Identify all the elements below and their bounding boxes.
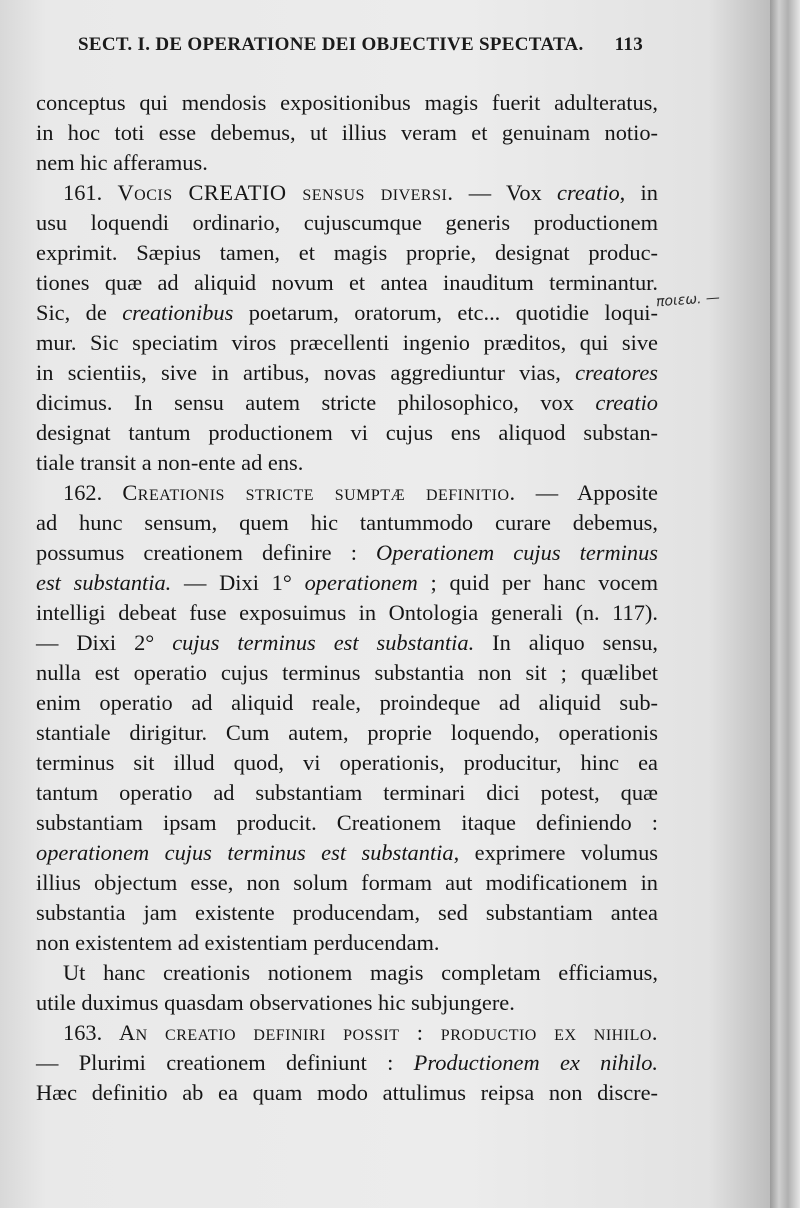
line-text: In aliquo sensu, — [474, 630, 659, 655]
italic-text: Productionem ex nihilo. — [413, 1050, 659, 1075]
line-text: tantum operatio ad substantiam terminari dici potest, quæ — [36, 780, 658, 805]
italic-text: operationem cujus terminus est substantia — [36, 840, 454, 865]
italic-text: est substantia. — [36, 570, 172, 595]
line-text: illius objectum esse, non solum formam aut modificationem in — [36, 870, 658, 895]
line-text: — Dixi 1° — [171, 570, 305, 595]
text-line — [36, 1048, 658, 1078]
text-line — [36, 988, 658, 1018]
line-text: — Apposite — [515, 480, 658, 505]
text-line — [36, 388, 658, 418]
text-line — [36, 898, 658, 928]
line-text: poetarum, oratorum, etc... quotidie loqui- — [233, 300, 658, 325]
line-text: tiones quæ ad aliquid novum et antea inauditum terminantur. — [36, 270, 658, 295]
italic-text: cujus terminus est substantia. — [172, 630, 475, 655]
text-line — [36, 658, 658, 688]
paragraph-number: 163. — [63, 1020, 103, 1045]
text-line — [36, 778, 658, 808]
line-text: tiale transit a non-ente ad ens. — [36, 450, 304, 475]
body-text — [36, 88, 658, 1108]
page-number: 113 — [614, 34, 643, 55]
line-text: terminus sit illud quod, vi operationis, producitur, hinc ea — [36, 750, 658, 775]
text-line — [36, 688, 658, 718]
line-text: stantiale dirigitur. Cum autem, proprie loquendo, operationis — [36, 720, 658, 745]
text-line — [36, 148, 658, 178]
text-line — [36, 748, 658, 778]
text-line — [36, 418, 658, 448]
italic-text: operationem — [304, 570, 418, 595]
running-header — [78, 34, 643, 56]
text-line — [36, 538, 658, 568]
italic-text: Operationem cujus terminus — [376, 540, 659, 565]
line-text: , exprimere volumus — [453, 840, 658, 865]
text-line — [36, 178, 658, 208]
text-line — [36, 328, 658, 358]
italic-text: creatores — [575, 360, 658, 385]
text-line — [36, 238, 658, 268]
italic-text: creationibus — [122, 300, 234, 325]
text-line — [36, 298, 658, 328]
line-text: — Dixi 2° — [36, 630, 173, 655]
line-text: in hoc toti esse debemus, ut illius veram et genuinam notio- — [36, 120, 658, 145]
line-text: possumus creationem definire : — [36, 540, 377, 565]
page-edge — [770, 0, 800, 1208]
text-line — [36, 1018, 658, 1048]
line-text: designat tantum productionem vi cujus ens aliquod substan- — [36, 420, 658, 445]
line-text: in scientiis, sive in artibus, novas aggrediuntur vias, — [36, 360, 576, 385]
section-heading: Creationis stricte sumptæ definitio. — [122, 480, 516, 505]
line-text: — Plurimi creationem definiunt : — [36, 1050, 414, 1075]
line-text: enim operatio ad aliquid reale, proindeque ad aliquid sub- — [36, 690, 658, 715]
text-line — [36, 598, 658, 628]
line-text: substantia jam existente producendam, sed substantiam antea — [36, 900, 658, 925]
text-line — [36, 448, 658, 478]
line-text: usu loquendi ordinario, cujuscumque generis productionem — [36, 210, 658, 235]
line-text: utile duximus quasdam observationes hic subjungere. — [36, 990, 515, 1015]
italic-text: creatio — [595, 390, 658, 415]
line-text: — Vox — [453, 180, 558, 205]
line-text: exprimit. Sæpius tamen, et magis proprie, designat produc- — [36, 240, 658, 265]
line-text: Hæc definitio ab ea quam modo attulimus reipsa non discre- — [36, 1080, 658, 1105]
line-text: conceptus qui mendosis expositionibus magis fuerit adulteratus, — [36, 90, 658, 115]
line-text: nem hic afferamus. — [36, 150, 208, 175]
text-line — [36, 508, 658, 538]
italic-text: creatio — [557, 180, 620, 205]
text-line — [36, 268, 658, 298]
line-text: intelligi debeat fuse exposuimus in Ontologia generali (n. 117). — [36, 600, 658, 625]
handwritten-margin-note: πoιεω. — — [655, 289, 721, 311]
text-line — [36, 208, 658, 238]
text-line — [36, 118, 658, 148]
header-title: SECT. I. DE OPERATIONE DEI OBJECTIVE SPECTATA. — [78, 34, 584, 55]
line-text: nulla est operatio cujus terminus substantia non sit ; quælibet — [36, 660, 658, 685]
text-line — [36, 628, 658, 658]
section-heading: An creatio definiri possit : productio ex nihilo. — [119, 1020, 658, 1045]
line-text: ad hunc sensum, quem hic tantummodo curare debemus, — [36, 510, 658, 535]
line-text: Ut hanc creationis notionem magis completam efficiamus, — [63, 960, 658, 985]
text-line — [36, 868, 658, 898]
text-line — [36, 718, 658, 748]
text-line — [36, 568, 658, 598]
line-text: substantiam ipsam producit. Creationem itaque definiendo : — [36, 810, 658, 835]
text-line — [36, 478, 658, 508]
line-text: non existentem ad existentiam perducendam. — [36, 930, 440, 955]
text-line — [36, 1078, 658, 1108]
line-text: Sic, de — [36, 300, 123, 325]
text-line — [36, 358, 658, 388]
line-text: ; quid per hanc vocem — [417, 570, 658, 595]
line-text: , in — [619, 180, 658, 205]
text-line — [36, 88, 658, 118]
text-line — [36, 838, 658, 868]
text-line — [36, 958, 658, 988]
line-text: dicimus. In sensu autem stricte philosophico, vox — [36, 390, 596, 415]
paragraph-number: 161. — [63, 180, 103, 205]
section-heading: Vocis CREATIO sensus diversi. — [117, 180, 454, 205]
text-line — [36, 928, 658, 958]
text-line — [36, 808, 658, 838]
paragraph-number: 162. — [63, 480, 103, 505]
line-text: mur. Sic speciatim viros præcellenti ingenio præditos, qui sive — [36, 330, 658, 355]
